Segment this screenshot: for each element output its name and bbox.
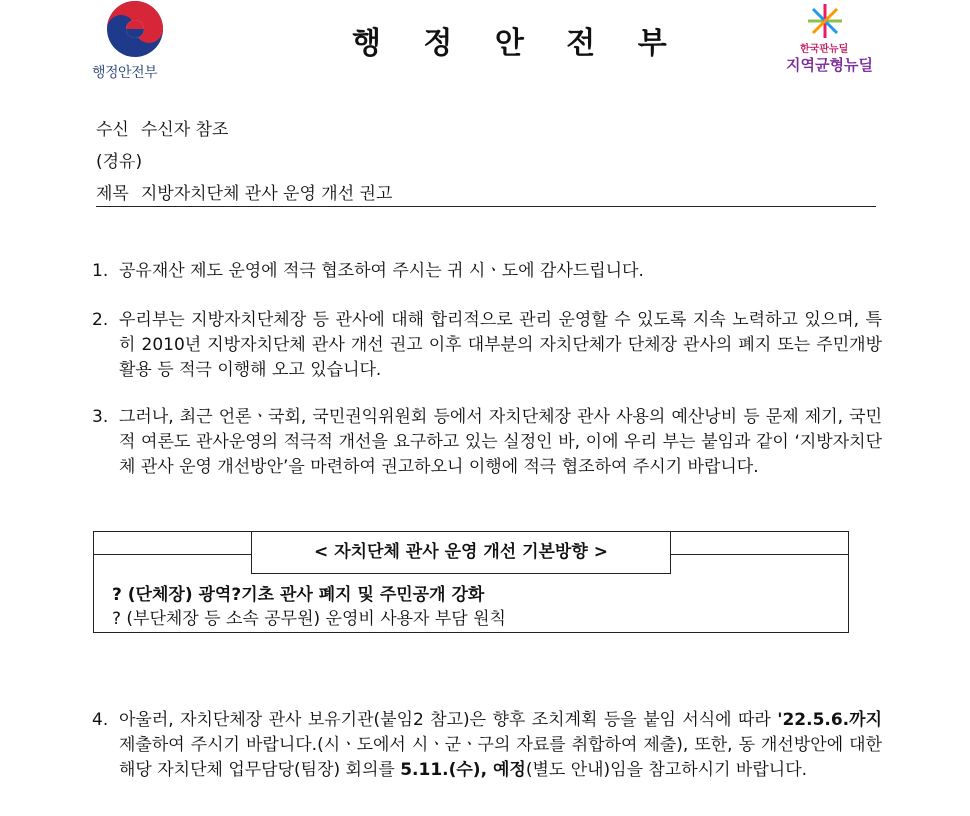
paragraph-4-text-c: (별도 안내)임을 참고하시기 바랍니다. [525,760,808,780]
box-item-2: ? (부단체장 등 소속 공무원) 운영비 사용자 부담 원칙 [112,609,506,629]
paragraph-text: 우리부는 지방자치단체장 등 관사에 대해 합리적으로 관리 운영할 수 있도록 지속 노력하고 있으며, 특히 2010년 지방자치단체 관사 개선 권고 이후 대부분의 자치단체가 단체장 관사의 폐지 또는 주민개방 활용 등 적극 이행해 오고 있습니다. [119,310,882,380]
box-item-1: ? (단체장) 광역?기초 관사 폐지 및 주민공개 강화 [112,585,485,605]
paragraph-number: 1. [92,261,109,281]
paragraph-2 [92,308,882,383]
meeting-date: 5.11.(수), 예정 [400,760,526,780]
paragraph-number: 2. [92,310,109,330]
document-header-title: 행 정 안 전 부 [352,26,683,61]
recipient-value: 수신자 참조 [140,120,229,140]
recipient-label: 수신 [96,120,129,140]
taegeuk-emblem-icon [106,0,164,58]
new-deal-logo-line1: 한국판뉴딜 [800,44,849,55]
paragraph-number: 4. [92,710,109,730]
paragraph-text [119,708,882,783]
box-title: < 자치단체 관사 운영 개선 기본방향 > [251,532,671,574]
policy-direction-box [93,531,849,633]
recipient-line [96,115,228,140]
paragraph-4-text-a: 아울러, 자치단체장 관사 보유기관(붙임2 참고)은 향후 조치계획 등을 붙임 서식에 따라 [119,710,778,730]
paragraph-4 [92,708,882,783]
korean-new-deal-logo [782,2,882,82]
paragraph-text: 그러나, 최근 언론ㆍ국회, 국민권익위원회 등에서 자치단체장 관사 사용의 예산낭비 등 문제 제기, 국민적 여론도 관사운영의 적극적 개선을 요구하고 있는 실정인 바, 이에 우리 부는 붙임과 같이 ‘지방자치단체 관사 운영 개선방안’을 마련하여 권고하오니 이행에 적극 협조하여 주시기 바랍니다. [119,407,882,477]
submission-deadline: '22.5.6.까지 [777,710,882,730]
paragraph-number: 3. [92,407,109,427]
box-left-rule [94,554,251,555]
ministry-logo [92,0,202,86]
paragraph-4-text-b: 제출하여 주시기 바랍니다.(시ㆍ도에서 시ㆍ군ㆍ구의 자료를 취합하여 제출), 또한, 동 개선방안에 대한 해당 자치단체 업무담당(팀장) 회의를 [119,735,882,780]
box-right-rule [671,554,848,555]
new-deal-logo-line2: 지역균형뉴딜 [786,56,873,74]
new-deal-star-icon [806,2,844,40]
via-line: (경유) [96,152,143,172]
ministry-logo-text: 행정안전부 [92,65,158,81]
paragraph-1 [92,259,882,284]
subject-line [96,179,392,204]
subject-value: 지방자치단체 관사 운영 개선 권고 [140,184,393,204]
subject-label: 제목 [96,184,129,204]
header-divider [96,206,876,207]
paragraph-3 [92,405,882,480]
paragraph-text: 공유재산 제도 운영에 적극 협조하여 주시는 귀 시ㆍ도에 감사드립니다. [119,261,644,281]
